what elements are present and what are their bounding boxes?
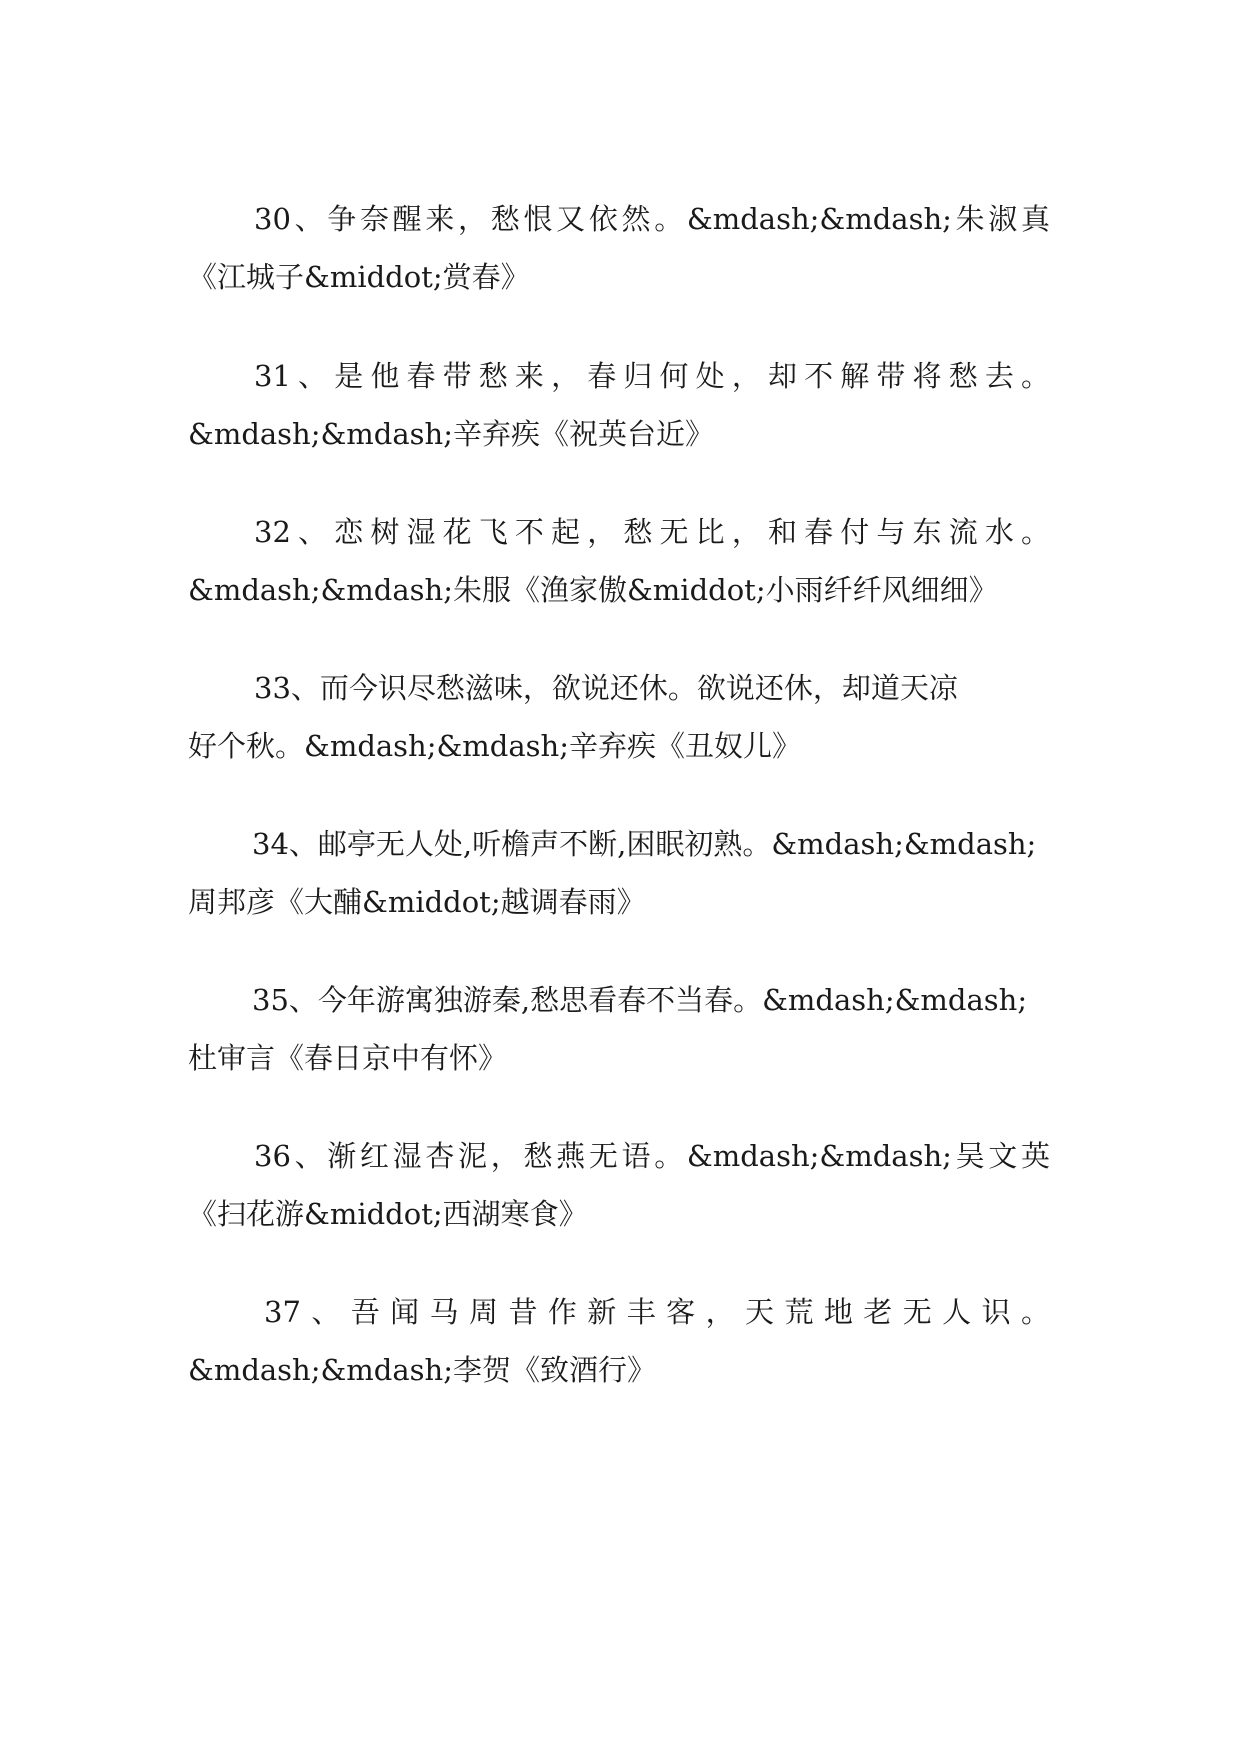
quote-entry-32 <box>188 503 1050 619</box>
quote-entry-31 <box>188 347 1050 463</box>
quote-entry-34 <box>188 815 1050 931</box>
quote-line: &mdash;&mdash;辛弃疾《祝英台近》 <box>188 417 714 451</box>
quote-line: 36、渐红湿杏泥，愁燕无语。&mdash;&mdash;吴文英 <box>254 1139 1050 1173</box>
quote-line: 30、争奈醒来，愁恨又依然。&mdash;&mdash;朱淑真 <box>254 202 1050 236</box>
quote-line: 《江城子&middot;赏春》 <box>188 260 530 294</box>
quote-entry-30 <box>188 190 1050 306</box>
quote-line: 杜审言《春日京中有怀》 <box>188 1041 508 1075</box>
quote-line: 《扫花游&middot;西湖寒食》 <box>188 1197 588 1231</box>
quote-entry-33 <box>188 659 1050 775</box>
quote-line: 周邦彦《大酺&middot;越调春雨》 <box>188 885 646 919</box>
quote-line: 35、今年游寓独游秦,愁思看春不当春。&mdash;&mdash; <box>252 983 1028 1017</box>
quote-line: 31、是他春带愁来，春归何处，却不解带将愁去。 <box>254 359 1050 393</box>
quote-entry-35 <box>188 971 1050 1087</box>
quote-line: 32、恋树湿花飞不起，愁无比，和春付与东流水。 <box>254 515 1050 549</box>
quote-line: 33、而今识尽愁滋味，欲说还休。欲说还休，却道天凉 <box>254 671 958 705</box>
quote-line: 34、邮亭无人处,听檐声不断,困眠初熟。&mdash;&mdash; <box>252 827 1037 861</box>
quote-entry-37 <box>188 1283 1050 1399</box>
quote-line: &mdash;&mdash;朱服《渔家傲&middot;小雨纤纤风细细》 <box>188 573 998 607</box>
quote-line: &mdash;&mdash;李贺《致酒行》 <box>188 1353 656 1387</box>
quote-line: 好个秋。&mdash;&mdash;辛弃疾《丑奴儿》 <box>188 729 801 763</box>
quote-entry-36 <box>188 1127 1050 1243</box>
quote-line: 37、吾闻马周昔作新丰客，天荒地老无人识。 <box>264 1295 1050 1329</box>
